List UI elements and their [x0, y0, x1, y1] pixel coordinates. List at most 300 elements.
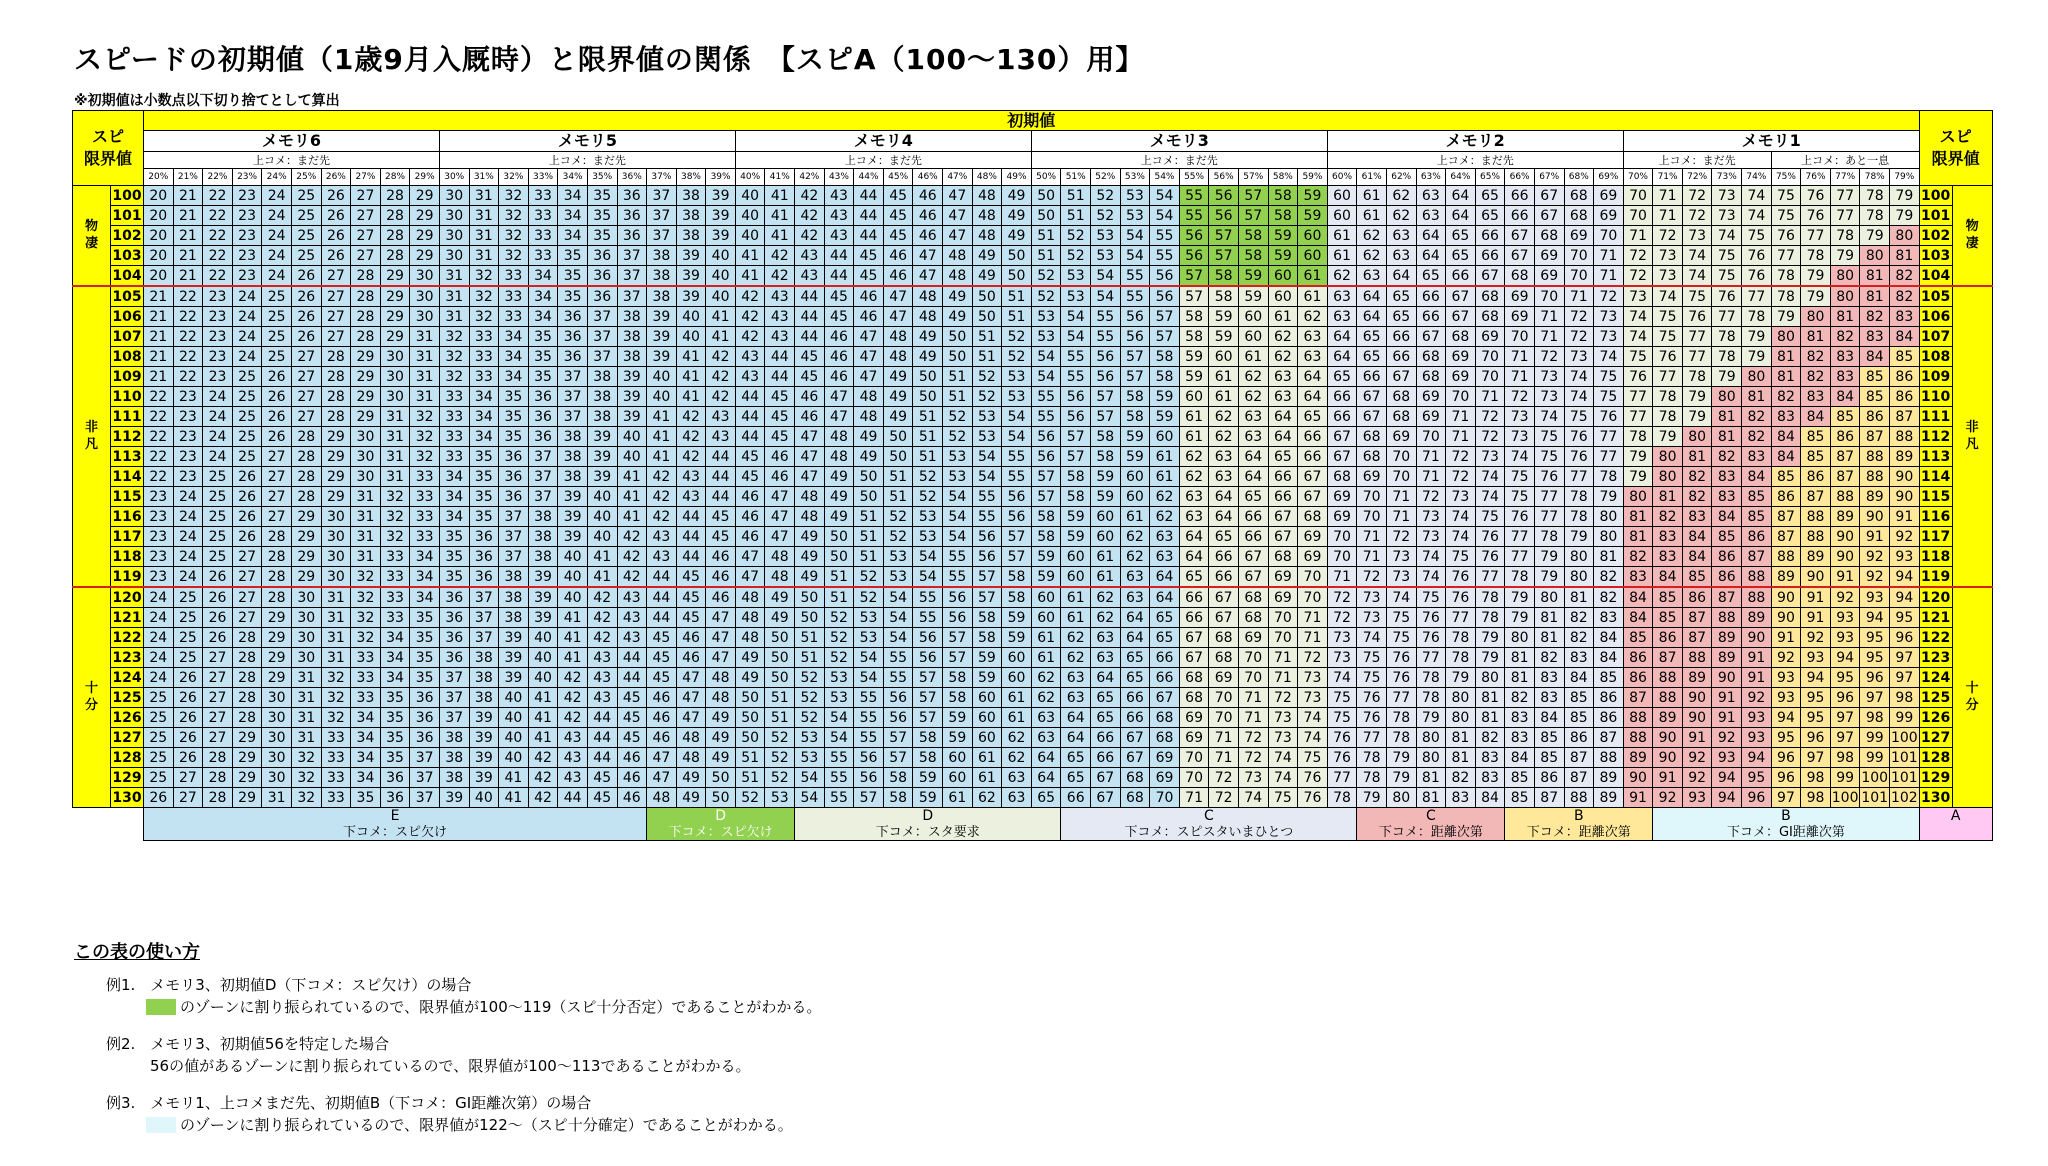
value-cell: 52 [795, 708, 825, 728]
value-cell: 68 [1564, 206, 1594, 226]
value-cell: 48 [883, 327, 913, 347]
value-cell: 89 [1801, 547, 1831, 567]
table-row [73, 708, 1993, 728]
value-cell: 55 [1091, 307, 1121, 327]
value-cell: 62 [1238, 367, 1268, 387]
value-cell: 81 [1682, 447, 1712, 467]
value-cell: 41 [765, 226, 795, 246]
value-cell: 80 [1534, 587, 1564, 608]
value-cell: 35 [380, 728, 410, 748]
value-cell: 50 [795, 608, 825, 628]
value-cell: 81 [1534, 608, 1564, 628]
value-cell: 40 [499, 748, 529, 768]
value-cell: 78 [1564, 507, 1594, 527]
value-cell: 59 [913, 768, 943, 788]
value-cell: 38 [617, 327, 647, 347]
value-cell: 40 [706, 266, 736, 287]
value-cell: 41 [765, 206, 795, 226]
value-cell: 23 [232, 246, 262, 266]
value-cell: 82 [1623, 547, 1653, 567]
value-cell: 44 [647, 567, 677, 588]
example-3-swatch [146, 1117, 176, 1133]
value-cell: 47 [706, 628, 736, 648]
value-cell: 62 [1091, 608, 1121, 628]
value-cell: 95 [1771, 728, 1801, 748]
value-cell: 54 [1150, 186, 1180, 206]
value-cell: 28 [291, 447, 321, 467]
value-cell: 30 [321, 567, 351, 588]
value-cell: 80 [1801, 307, 1831, 327]
value-cell: 50 [1002, 246, 1032, 266]
value-cell: 59 [1238, 286, 1268, 307]
value-cell: 88 [1653, 668, 1683, 688]
value-cell: 49 [1002, 226, 1032, 246]
value-cell: 72 [1682, 186, 1712, 206]
value-cell: 33 [410, 487, 440, 507]
value-cell: 47 [676, 668, 706, 688]
value-cell: 29 [410, 226, 440, 246]
value-cell: 48 [972, 226, 1002, 246]
value-cell: 63 [1150, 527, 1180, 547]
limit-label: 113 [1921, 448, 1951, 465]
value-cell: 56 [943, 608, 973, 628]
table-row [73, 487, 1993, 507]
limit-label: 105 [1919, 286, 1952, 307]
value-cell: 34 [351, 708, 381, 728]
value-cell: 71 [1505, 367, 1535, 387]
value-cell: 24 [144, 628, 174, 648]
value-cell: 45 [706, 527, 736, 547]
value-cell: 85 [1653, 608, 1683, 628]
value-cell: 29 [380, 327, 410, 347]
value-cell: 57 [1150, 307, 1180, 327]
value-cell: 39 [558, 507, 588, 527]
value-cell: 88 [1801, 527, 1831, 547]
percent-header: 50% [1031, 169, 1061, 186]
value-cell: 73 [1475, 447, 1505, 467]
value-cell: 32 [469, 266, 499, 287]
value-cell: 95 [1860, 628, 1890, 648]
value-cell: 84 [1682, 527, 1712, 547]
value-cell: 45 [647, 628, 677, 648]
value-cell: 41 [706, 327, 736, 347]
value-cell: 52 [824, 628, 854, 648]
value-cell: 91 [1712, 708, 1742, 728]
value-cell: 49 [824, 507, 854, 527]
value-cell: 47 [795, 447, 825, 467]
value-cell: 52 [765, 748, 795, 768]
percent-header: 23% [232, 169, 262, 186]
value-cell: 36 [439, 608, 469, 628]
value-cell: 85 [1771, 467, 1801, 487]
value-cell: 46 [913, 206, 943, 226]
value-cell: 49 [795, 527, 825, 547]
value-cell: 56 [1031, 447, 1061, 467]
value-cell: 45 [883, 206, 913, 226]
value-cell: 79 [1890, 206, 1920, 226]
value-cell: 32 [499, 226, 529, 246]
value-cell: 63 [1238, 407, 1268, 427]
value-cell: 46 [647, 708, 677, 728]
value-cell: 68 [1475, 307, 1505, 327]
spacer [1992, 808, 1993, 841]
value-cell: 65 [1061, 768, 1091, 788]
value-cell: 28 [232, 688, 262, 708]
value-cell: 46 [617, 768, 647, 788]
value-cell: 77 [1446, 608, 1476, 628]
value-cell: 42 [676, 447, 706, 467]
value-cell: 94 [1712, 788, 1742, 808]
value-cell: 73 [1298, 688, 1328, 708]
limit-label: 112 [1921, 428, 1951, 445]
example-1-text: のゾーンに割り振られているので、限界値が100〜119（スピ十分否定）であることがわかる。 [146, 996, 821, 1017]
value-cell: 22 [144, 427, 174, 447]
value-cell: 25 [232, 387, 262, 407]
limit-label: 110 [112, 388, 142, 405]
table-row [73, 547, 1993, 567]
value-cell: 67 [1386, 367, 1416, 387]
value-cell: 54 [854, 668, 884, 688]
value-cell: 62 [1268, 327, 1298, 347]
value-cell: 57 [1120, 367, 1150, 387]
value-cell: 82 [1742, 427, 1772, 447]
value-cell: 26 [232, 467, 262, 487]
value-cell: 65 [1446, 246, 1476, 266]
value-cell: 24 [203, 427, 233, 447]
value-cell: 69 [1298, 547, 1328, 567]
value-cell: 49 [943, 307, 973, 327]
value-cell: 27 [291, 347, 321, 367]
value-cell: 41 [587, 547, 617, 567]
value-cell: 39 [528, 608, 558, 628]
value-cell: 53 [883, 567, 913, 588]
percent-header: 57% [1238, 169, 1268, 186]
value-cell: 80 [1416, 728, 1446, 748]
value-cell: 42 [647, 507, 677, 527]
value-cell: 40 [499, 688, 529, 708]
value-cell: 54 [883, 628, 913, 648]
value-cell: 28 [291, 487, 321, 507]
value-cell: 88 [1742, 567, 1772, 588]
value-cell: 31 [291, 668, 321, 688]
value-cell: 60 [943, 768, 973, 788]
value-cell: 53 [1002, 387, 1032, 407]
value-cell: 66 [1416, 307, 1446, 327]
value-cell: 78 [1386, 728, 1416, 748]
value-cell: 85 [1890, 347, 1920, 367]
value-cell: 29 [351, 407, 381, 427]
value-cell: 88 [1771, 547, 1801, 567]
value-cell: 52 [854, 587, 884, 608]
value-cell: 25 [291, 206, 321, 226]
value-cell: 57 [1238, 206, 1268, 226]
zone-letter: C [1357, 808, 1505, 825]
value-cell: 86 [1623, 648, 1653, 668]
value-cell: 73 [1268, 708, 1298, 728]
value-cell: 29 [262, 628, 292, 648]
value-cell: 94 [1860, 608, 1890, 628]
value-cell: 67 [1475, 266, 1505, 287]
value-cell: 91 [1712, 688, 1742, 708]
value-cell: 49 [972, 246, 1002, 266]
value-cell: 44 [795, 327, 825, 347]
value-cell: 61 [943, 788, 973, 808]
value-cell: 63 [1031, 708, 1061, 728]
value-cell: 63 [1061, 688, 1091, 708]
value-cell: 70 [1475, 347, 1505, 367]
value-cell: 82 [1890, 286, 1920, 307]
value-cell: 56 [1120, 307, 1150, 327]
value-cell: 78 [1712, 347, 1742, 367]
upper-comment: 上コメ：まだ先 [735, 152, 1031, 169]
value-cell: 52 [765, 728, 795, 748]
value-cell: 93 [1682, 788, 1712, 808]
value-cell: 79 [1534, 567, 1564, 588]
value-cell: 84 [1830, 387, 1860, 407]
value-cell: 24 [232, 307, 262, 327]
value-cell: 93 [1830, 608, 1860, 628]
value-cell: 61 [1002, 708, 1032, 728]
value-cell: 25 [144, 688, 174, 708]
value-cell: 66 [1179, 608, 1209, 628]
value-cell: 83 [1860, 327, 1890, 347]
value-cell: 49 [1002, 186, 1032, 206]
value-cell: 36 [528, 427, 558, 447]
value-cell: 55 [1150, 246, 1180, 266]
value-cell: 51 [972, 327, 1002, 347]
value-cell: 59 [1209, 307, 1239, 327]
value-cell: 22 [203, 206, 233, 226]
value-cell: 21 [173, 186, 203, 206]
value-cell: 39 [706, 226, 736, 246]
percent-header: 51% [1061, 169, 1091, 186]
value-cell: 23 [203, 327, 233, 347]
value-cell: 29 [380, 286, 410, 307]
limit-label: 126 [112, 709, 142, 726]
value-cell: 21 [144, 347, 174, 367]
value-cell: 62 [1357, 246, 1387, 266]
value-cell: 56 [1002, 507, 1032, 527]
value-cell: 25 [262, 327, 292, 347]
value-cell: 80 [1594, 527, 1624, 547]
table-row [73, 507, 1993, 527]
value-cell: 63 [1209, 467, 1239, 487]
value-cell: 66 [1120, 688, 1150, 708]
value-cell: 66 [1061, 788, 1091, 808]
value-cell: 68 [1416, 367, 1446, 387]
value-cell: 55 [854, 708, 884, 728]
value-cell: 72 [1446, 447, 1476, 467]
value-cell: 75 [1712, 246, 1742, 266]
upper-comment: 上コメ：まだ先 [1623, 152, 1771, 169]
value-cell: 83 [1682, 507, 1712, 527]
value-cell: 61 [1357, 206, 1387, 226]
value-cell: 75 [1594, 387, 1624, 407]
value-cell: 34 [439, 467, 469, 487]
value-cell: 44 [795, 307, 825, 327]
value-cell: 82 [1682, 487, 1712, 507]
value-cell: 47 [795, 427, 825, 447]
value-cell: 26 [203, 587, 233, 608]
value-cell: 45 [587, 768, 617, 788]
value-cell: 59 [1209, 327, 1239, 347]
row-group-label: 物 凄 [1952, 186, 1992, 287]
value-cell: 41 [735, 246, 765, 266]
value-cell: 85 [1505, 768, 1535, 788]
value-cell: 26 [173, 708, 203, 728]
value-cell: 90 [1682, 708, 1712, 728]
value-cell: 30 [262, 768, 292, 788]
value-cell: 57 [913, 688, 943, 708]
value-cell: 42 [647, 487, 677, 507]
value-cell: 25 [203, 547, 233, 567]
value-cell: 40 [528, 648, 558, 668]
value-cell: 29 [410, 246, 440, 266]
value-cell: 50 [735, 728, 765, 748]
limit-label: 124 [1921, 669, 1951, 686]
table-row [73, 367, 1993, 387]
value-cell: 71 [1298, 608, 1328, 628]
value-cell: 42 [617, 567, 647, 588]
value-cell: 55 [972, 507, 1002, 527]
value-cell: 35 [587, 226, 617, 246]
value-cell: 60 [1150, 427, 1180, 447]
value-cell: 38 [439, 728, 469, 748]
value-cell: 46 [647, 688, 677, 708]
value-cell: 53 [795, 728, 825, 748]
value-cell: 42 [676, 407, 706, 427]
value-cell: 63 [1002, 788, 1032, 808]
value-cell: 88 [1860, 447, 1890, 467]
value-cell: 77 [1534, 507, 1564, 527]
value-cell: 38 [528, 527, 558, 547]
value-cell: 75 [1742, 226, 1772, 246]
value-cell: 33 [528, 206, 558, 226]
value-cell: 43 [824, 186, 854, 206]
value-cell: 61 [1061, 587, 1091, 608]
value-cell: 55 [1091, 327, 1121, 347]
value-cell: 68 [1475, 286, 1505, 307]
value-cell: 55 [1061, 367, 1091, 387]
value-cell: 72 [1209, 768, 1239, 788]
value-cell: 36 [439, 587, 469, 608]
value-cell: 71 [1268, 648, 1298, 668]
value-cell: 47 [883, 307, 913, 327]
value-cell: 56 [1031, 427, 1061, 447]
value-cell: 39 [617, 367, 647, 387]
value-cell: 24 [173, 567, 203, 588]
value-cell: 54 [943, 507, 973, 527]
value-cell: 94 [1890, 587, 1920, 608]
percent-header: 33% [528, 169, 558, 186]
percent-header: 67% [1534, 169, 1564, 186]
value-cell: 83 [1890, 307, 1920, 327]
value-cell: 24 [144, 608, 174, 628]
value-cell: 49 [706, 708, 736, 728]
value-cell: 47 [706, 608, 736, 628]
value-cell: 82 [1446, 768, 1476, 788]
value-cell: 82 [1564, 608, 1594, 628]
value-cell: 31 [469, 246, 499, 266]
value-cell: 43 [587, 648, 617, 668]
value-cell: 33 [351, 688, 381, 708]
value-cell: 95 [1830, 668, 1860, 688]
value-cell: 58 [943, 668, 973, 688]
value-cell: 34 [380, 648, 410, 668]
value-cell: 73 [1712, 186, 1742, 206]
value-cell: 36 [380, 788, 410, 808]
value-cell: 65 [1179, 567, 1209, 588]
value-cell: 27 [351, 206, 381, 226]
value-cell: 78 [1623, 427, 1653, 447]
value-cell: 45 [676, 587, 706, 608]
value-cell: 29 [321, 487, 351, 507]
value-cell: 52 [913, 487, 943, 507]
value-cell: 61 [1091, 547, 1121, 567]
table-row [73, 688, 1993, 708]
value-cell: 28 [291, 467, 321, 487]
table-row [73, 447, 1993, 467]
value-cell: 27 [291, 387, 321, 407]
value-cell: 54 [854, 648, 884, 668]
value-cell: 64 [1179, 547, 1209, 567]
value-cell: 66 [1475, 246, 1505, 266]
value-cell: 27 [232, 608, 262, 628]
value-cell: 36 [587, 286, 617, 307]
value-cell: 76 [1623, 367, 1653, 387]
value-cell: 78 [1534, 527, 1564, 547]
percent-header: 43% [824, 169, 854, 186]
value-cell: 89 [1682, 668, 1712, 688]
value-cell: 54 [1061, 327, 1091, 347]
value-cell: 67 [1534, 206, 1564, 226]
percent-header: 58% [1268, 169, 1298, 186]
value-cell: 37 [528, 447, 558, 467]
value-cell: 63 [1209, 447, 1239, 467]
value-cell: 83 [1505, 728, 1535, 748]
value-cell: 76 [1327, 748, 1357, 768]
value-cell: 77 [1682, 327, 1712, 347]
value-cell: 51 [1031, 246, 1061, 266]
value-cell: 53 [913, 527, 943, 547]
limit-label: 114 [1921, 468, 1951, 485]
percent-header: 35% [587, 169, 617, 186]
value-cell: 57 [1002, 547, 1032, 567]
percent-header: 54% [1150, 169, 1180, 186]
value-cell: 37 [499, 547, 529, 567]
value-cell: 63 [1002, 768, 1032, 788]
zone-comment: 下コメ：距離次第 [1505, 824, 1653, 841]
value-cell: 29 [410, 206, 440, 226]
value-cell: 64 [1238, 467, 1268, 487]
value-cell: 73 [1298, 668, 1328, 688]
percent-header: 24% [262, 169, 292, 186]
value-cell: 40 [676, 327, 706, 347]
percent-header: 59% [1298, 169, 1328, 186]
value-cell: 86 [1594, 708, 1624, 728]
value-cell: 24 [232, 327, 262, 347]
value-cell: 36 [558, 327, 588, 347]
value-cell: 32 [291, 768, 321, 788]
value-cell: 84 [1712, 507, 1742, 527]
limit-label: 127 [1921, 729, 1951, 746]
value-cell: 47 [854, 347, 884, 367]
value-cell: 39 [706, 186, 736, 206]
value-cell: 27 [321, 286, 351, 307]
value-cell: 76 [1771, 226, 1801, 246]
value-cell: 65 [1386, 307, 1416, 327]
value-cell: 61 [1357, 186, 1387, 206]
